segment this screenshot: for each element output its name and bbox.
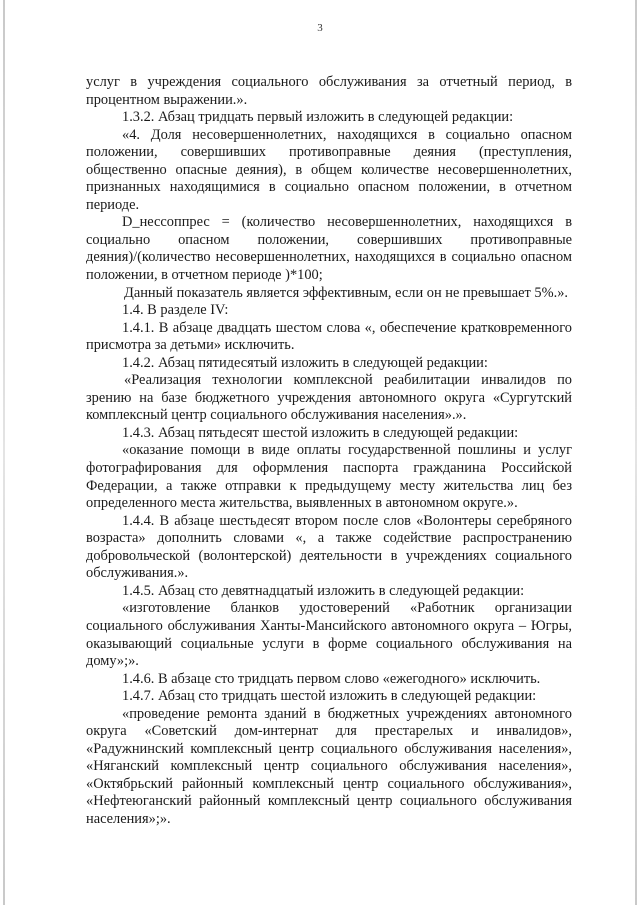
paragraph: 1.4.4. В абзаце шестьдесят втором после слов «Волонтеры серебряного возраста» дополнить словами «, а также содействие распространению добровольческой (волонтерской) деятельности в учреждениях социального обслуживания.». bbox=[86, 512, 572, 582]
scan-edge-left bbox=[3, 0, 5, 905]
paragraph: 1.4. В разделе IV: bbox=[122, 302, 229, 319]
paragraph: 1.4.7. Абзац сто тридцать шестой изложить в следующей редакции: bbox=[122, 688, 537, 705]
paragraph: D_нессоппрес = (количество несовершеннолетних, находящихся в социально опасном положении, совершивших противоправные деяния)/(количество несовершеннолетних, находящихся в социально опасном положении, в отчетном периоде )*100; bbox=[86, 214, 572, 284]
paragraph: «изготовление бланков удостоверений «Работник организации социального обслуживания Ханты-Мансийского автономного округа – Югры, оказывающий социальные услуги в форме социального обслуживания на дому»;». bbox=[86, 600, 572, 670]
paragraph: «проведение ремонта зданий в бюджетных учреждениях автономного округа «Советский дом-интернат для престарелых и инвалидов», «Радужнинский комплексный центр социального обслуживания населения», «Няганский комплексный центр социального обслуживания населения», «Октябрьский районный комплексный центр социального обслуживания», «Нефтеюганский районный комплексный центр социального обслуживания населения»;». bbox=[86, 705, 572, 827]
paragraph: Данный показатель является эффективным, если он не превышает 5%.». bbox=[124, 284, 568, 301]
paragraph: 1.3.2. Абзац тридцать первый изложить в следующей редакции: bbox=[122, 109, 514, 126]
scan-edge-right bbox=[635, 0, 637, 905]
paragraph: «оказание помощи в виде оплаты государственной пошлины и услуг фотографирования для оформления паспорта гражданина Российской Федерации, а также отправки к предыдущему месту жительства лиц без определенного места жительства, выявленных в автономном округе.». bbox=[86, 442, 572, 512]
document-body bbox=[86, 74, 572, 829]
paragraph: «4. Доля несовершеннолетних, находящихся в социально опасном положении, совершивших противоправные деяния (преступления, общественно опасные деяния), в общем количестве несовершеннолетних, признанных находящимися в социально опасном положении, в отчетном периоде. bbox=[86, 126, 572, 213]
paragraph: «Реализация технологии комплексной реабилитации инвалидов по зрению на базе бюджетного учреждения автономного округа «Сургутский комплексный центр социального обслуживания населения».». bbox=[86, 372, 572, 424]
paragraph: 1.4.2. Абзац пятидесятый изложить в следующей редакции: bbox=[122, 354, 488, 371]
paragraph: 1.4.6. В абзаце сто тридцать первом слово «ежегодного» исключить. bbox=[122, 670, 541, 687]
page-number: 3 bbox=[317, 22, 323, 34]
paragraph: 1.4.5. Абзац сто девятнадцатый изложить в следующей редакции: bbox=[122, 582, 525, 599]
paragraph: услуг в учреждения социального обслуживания за отчетный период, в процентном выражении.». bbox=[86, 74, 572, 108]
paragraph: 1.4.1. В абзаце двадцать шестом слова «, обеспечение кратковременного присмотра за детьми» исключить. bbox=[86, 319, 572, 354]
paragraph: 1.4.3. Абзац пятьдесят шестой изложить в следующей редакции: bbox=[122, 424, 519, 441]
